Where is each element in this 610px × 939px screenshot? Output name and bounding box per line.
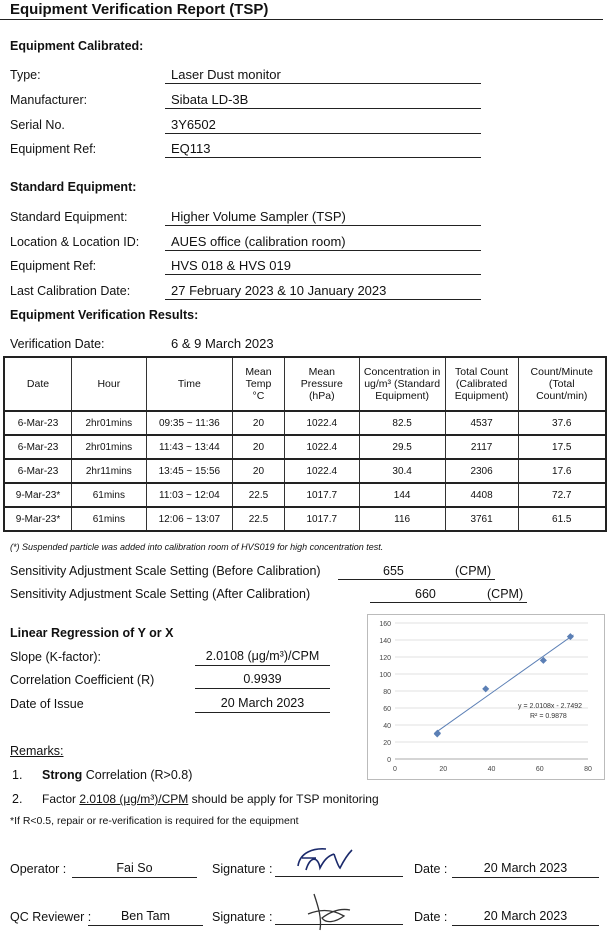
equipment-ref-label: Equipment Ref: <box>10 142 97 156</box>
data-point <box>434 730 441 737</box>
operator-date: 20 March 2023 <box>452 861 599 878</box>
cell: 12:06 ~ 13:07 <box>146 507 232 531</box>
correlation-value: 0.9939 <box>195 672 330 689</box>
sensitivity-before-line <box>338 563 495 580</box>
remark-2 <box>42 792 379 806</box>
col-time: Time <box>146 357 232 411</box>
verification-date-value: 6 & 9 March 2023 <box>171 336 274 351</box>
cell: 61.5 <box>518 507 606 531</box>
col-pressure <box>284 357 359 411</box>
cell: 72.7 <box>518 483 606 507</box>
cell: 2117 <box>445 435 518 459</box>
y-tick-label: 160 <box>379 621 391 628</box>
regression-heading: Linear Regression of Y or X <box>10 626 174 640</box>
y-tick-label: 60 <box>383 706 391 713</box>
col-count-minute-text: Count/Minute (Total Count/min) <box>530 366 593 402</box>
sensitivity-after-value: 660 <box>415 587 436 601</box>
sensitivity-before-value: 655 <box>383 564 404 578</box>
remark-1-number: 1. <box>12 768 23 782</box>
y-tick-label: 120 <box>379 655 391 662</box>
operator-signature <box>290 846 360 876</box>
last-calibration-label: Last Calibration Date: <box>10 284 131 298</box>
cell: 11:03 ~ 12:04 <box>146 483 232 507</box>
y-tick-label: 0 <box>387 757 391 764</box>
type-value: Laser Dust monitor <box>165 67 481 84</box>
table-row <box>4 459 606 483</box>
cell: 37.6 <box>518 411 606 435</box>
cell: 13:45 ~ 15:56 <box>146 459 232 483</box>
x-tick-label: 60 <box>535 766 544 773</box>
sensitivity-after-unit: (CPM) <box>487 587 524 601</box>
cell: 144 <box>359 483 445 507</box>
operator-label: Operator : <box>10 862 67 876</box>
serial-label: Serial No. <box>10 118 65 132</box>
regression-chart-svg <box>368 615 604 779</box>
remark-1-text: Correlation (R>0.8) <box>82 768 193 782</box>
operator-signature-line <box>275 876 403 877</box>
standard-heading: Standard Equipment: <box>10 180 137 194</box>
standard-equipment-value: Higher Volume Sampler (TSP) <box>165 209 481 226</box>
standard-ref-label: Equipment Ref: <box>10 259 97 273</box>
col-hour: Hour <box>72 357 147 411</box>
cell: 116 <box>359 507 445 531</box>
cell: 1022.4 <box>284 459 359 483</box>
cell: 22.5 <box>233 507 285 531</box>
trendline-r2: R² = 0.9878 <box>530 713 567 720</box>
cell: 6-Mar-23 <box>4 435 72 459</box>
x-tick-label: 0 <box>393 766 397 773</box>
col-temp <box>233 357 285 411</box>
col-count-minute <box>518 357 606 411</box>
y-tick-label: 80 <box>383 689 391 696</box>
cell: 30.4 <box>359 459 445 483</box>
results-heading: Equipment Verification Results: <box>10 308 199 322</box>
sensitivity-after-line <box>370 586 527 603</box>
operator-name: Fai So <box>72 861 197 878</box>
remark-1-bold: Strong <box>42 768 83 782</box>
x-tick-label: 20 <box>439 766 448 773</box>
cell: 22.5 <box>233 483 285 507</box>
reviewer-label: QC Reviewer : <box>10 910 92 924</box>
reviewer-signature-label: Signature : <box>212 910 273 924</box>
standard-equipment-label: Standard Equipment: <box>10 210 128 224</box>
remark-note: *If R<0.5, repair or re-verification is required for the equipment <box>10 815 299 827</box>
issue-date-label: Date of Issue <box>10 697 84 711</box>
cell: 2hr11mins <box>72 459 147 483</box>
correlation-label: Correlation Coefficient (R) <box>10 673 155 687</box>
results-table <box>3 356 607 532</box>
x-tick-label: 40 <box>487 766 496 773</box>
y-tick-label: 20 <box>383 740 391 747</box>
reviewer-date: 20 March 2023 <box>452 909 599 926</box>
col-date: Date <box>4 357 72 411</box>
location-value: AUES office (calibration room) <box>165 234 481 251</box>
manufacturer-label: Manufacturer: <box>10 93 88 107</box>
cell: 1017.7 <box>284 483 359 507</box>
table-header-row <box>4 357 606 411</box>
remark-2-number: 2. <box>12 792 23 806</box>
y-tick-label: 40 <box>383 723 391 730</box>
col-pressure-text: Mean Pressure (hPa) <box>300 366 343 402</box>
calibrated-heading: Equipment Calibrated: <box>10 39 144 53</box>
cell: 1022.4 <box>284 435 359 459</box>
table-footnote: (*) Suspended particle was added into calibration room of HVS019 for high concentration test. <box>10 542 384 552</box>
issue-date-value: 20 March 2023 <box>195 696 330 713</box>
cell: 61mins <box>72 507 147 531</box>
reviewer-name: Ben Tam <box>88 909 203 926</box>
title-rule <box>0 19 603 20</box>
cell: 3761 <box>445 507 518 531</box>
remark-2-prefix: Factor <box>42 792 80 806</box>
verification-date-label: Verification Date: <box>10 337 105 351</box>
x-tick-label: 80 <box>584 766 592 773</box>
last-calibration-value: 27 February 2023 & 10 January 2023 <box>165 283 481 300</box>
cell: 2hr01mins <box>72 435 147 459</box>
reviewer-date-label: Date : <box>414 910 448 924</box>
y-tick-label: 140 <box>379 638 391 645</box>
col-concentration <box>359 357 445 411</box>
sensitivity-before-label: Sensitivity Adjustment Scale Setting (Before Calibration) <box>10 564 321 578</box>
cell: 6-Mar-23 <box>4 459 72 483</box>
regression-chart <box>367 614 605 780</box>
slope-value: 2.0108 (μg/m³)/CPM <box>195 649 330 666</box>
table-row <box>4 507 606 531</box>
cell: 9-Mar-23* <box>4 483 72 507</box>
standard-ref-value: HVS 018 & HVS 019 <box>165 258 481 275</box>
cell: 6-Mar-23 <box>4 411 72 435</box>
cell: 17.5 <box>518 435 606 459</box>
cell: 1017.7 <box>284 507 359 531</box>
cell: 20 <box>233 459 285 483</box>
col-temp-text: Mean Temp °C <box>245 366 272 402</box>
operator-date-label: Date : <box>414 862 448 876</box>
cell: 2hr01mins <box>72 411 147 435</box>
remarks-heading: Remarks: <box>10 744 64 758</box>
remark-2-text: should be apply for TSP monitoring <box>188 792 379 806</box>
remark-1 <box>42 768 192 782</box>
serial-value: 3Y6502 <box>165 117 481 134</box>
col-total-count <box>445 357 518 411</box>
cell: 09:35 ~ 11:36 <box>146 411 232 435</box>
table-row <box>4 411 606 435</box>
slope-label: Slope (K-factor): <box>10 650 102 664</box>
cell: 11:43 ~ 13:44 <box>146 435 232 459</box>
cell: 9-Mar-23* <box>4 507 72 531</box>
remark-2-factor: 2.0108 (μg/m³)/CPM <box>79 792 189 806</box>
reviewer-signature <box>300 892 360 934</box>
table-row <box>4 435 606 459</box>
col-total-count-text: Total Count (Calibrated Equipment) <box>454 366 509 402</box>
cell: 4537 <box>445 411 518 435</box>
report-title: Equipment Verification Report (TSP) <box>10 1 269 18</box>
equipment-ref-value: EQ113 <box>165 141 481 158</box>
cell: 17.6 <box>518 459 606 483</box>
cell: 61mins <box>72 483 147 507</box>
cell: 82.5 <box>359 411 445 435</box>
location-label: Location & Location ID: <box>10 235 140 249</box>
trendline-equation: y = 2.0108x - 2.7492 <box>518 703 583 710</box>
operator-signature-label: Signature : <box>212 862 273 876</box>
cell: 20 <box>233 435 285 459</box>
cell: 2306 <box>445 459 518 483</box>
manufacturer-value: Sibata LD-3B <box>165 92 481 109</box>
cell: 4408 <box>445 483 518 507</box>
sensitivity-before-unit: (CPM) <box>455 564 492 578</box>
col-concentration-text: Concentration in ug/m³ (Standard Equipment) <box>363 366 441 402</box>
cell: 29.5 <box>359 435 445 459</box>
sensitivity-after-label: Sensitivity Adjustment Scale Setting (After Calibration) <box>10 587 311 601</box>
y-tick-label: 100 <box>379 672 391 679</box>
type-label: Type: <box>10 68 41 82</box>
cell: 1022.4 <box>284 411 359 435</box>
cell: 20 <box>233 411 285 435</box>
table-row <box>4 483 606 507</box>
